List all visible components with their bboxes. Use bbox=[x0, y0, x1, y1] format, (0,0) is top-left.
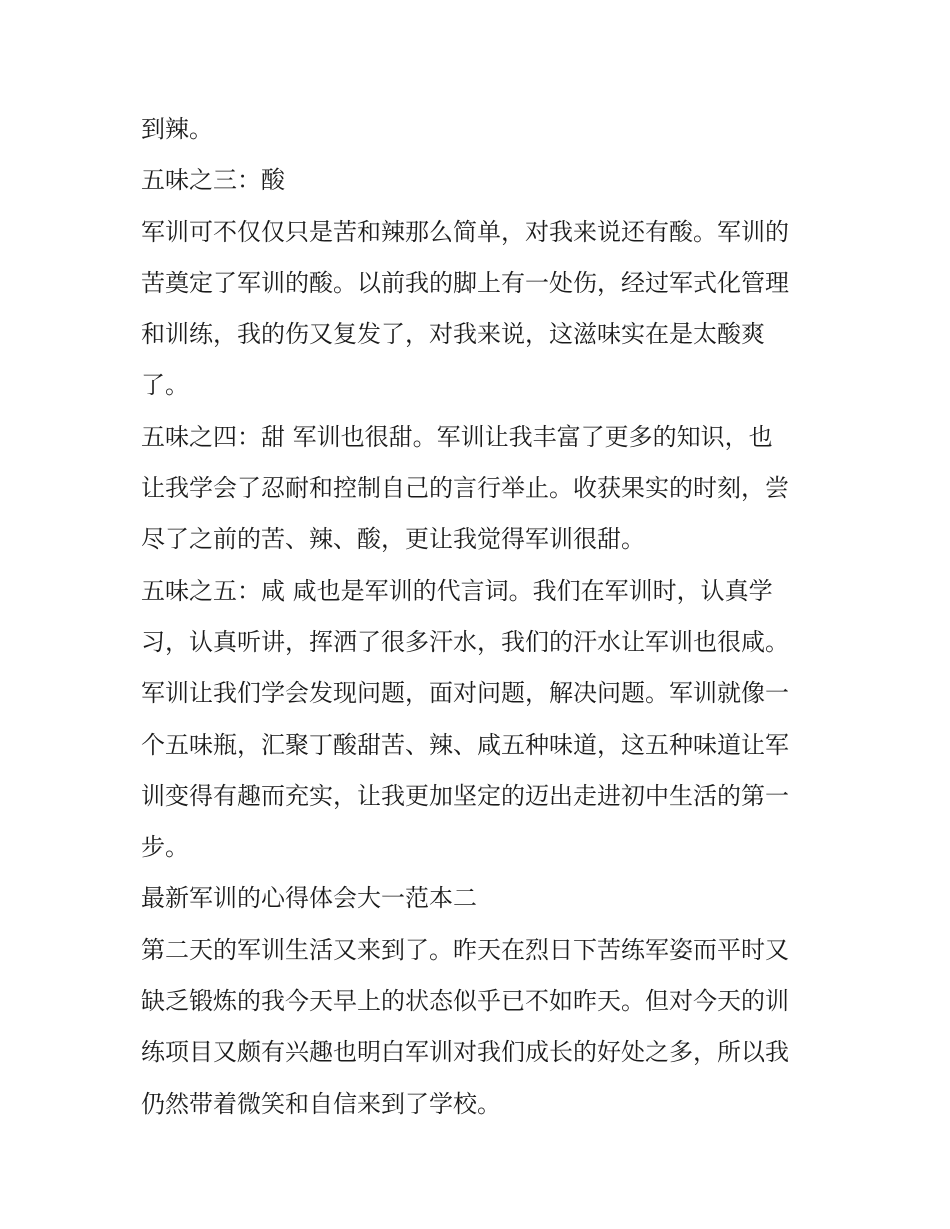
text-line: 尽了之前的苦、辣、酸，更让我觉得军训很甜。 bbox=[141, 525, 645, 554]
text-line: 个五味瓶，汇聚丁酸甜苦、辣、咸五种味道，这五种味道让军 bbox=[141, 730, 789, 759]
text-line: 练项目又颇有兴趣也明白军训对我们成长的好处之多，所以我 bbox=[141, 1038, 789, 1067]
text-line: 五味之四：甜 军训也很甜。军训让我丰富了更多的知识，也 bbox=[141, 422, 773, 451]
text-line: 到辣。 bbox=[141, 115, 213, 143]
text-line: 习，认真听讲，挥洒了很多汗水，我们的汗水让军训也很咸。 bbox=[141, 627, 789, 656]
text-line: 军训让我们学会发现问题，面对问题，解决问题。军训就像一 bbox=[141, 679, 789, 708]
text-line: 缺乏锻炼的我今天早上的状态似乎已不如昨天。但对今天的训 bbox=[141, 987, 789, 1016]
text-line: 了。 bbox=[141, 371, 189, 400]
document-body bbox=[141, 108, 813, 1134]
text-line: 和训练，我的伤又复发了，对我来说，这滋味实在是太酸爽 bbox=[141, 320, 765, 349]
text-line: 步。 bbox=[141, 833, 189, 862]
text-line: 军训可不仅仅只是苦和辣那么简单，对我来说还有酸。军训的 bbox=[141, 217, 789, 246]
section-heading: 五味之三：酸 bbox=[141, 166, 285, 195]
text-line: 第二天的军训生活又来到了。昨天在烈日下苦练军姿而平时又 bbox=[141, 935, 789, 964]
text-line: 让我学会了忍耐和控制自己的言行举止。收获果实的时刻，尝 bbox=[141, 474, 789, 503]
text-line: 仍然带着微笑和自信来到了学校。 bbox=[141, 1089, 501, 1118]
text-line: 五味之五：咸 咸也是军训的代言词。我们在军训时，认真学 bbox=[141, 576, 773, 605]
section-heading: 最新军训的心得体会大一范本二 bbox=[141, 884, 477, 913]
text-line: 训变得有趣而充实，让我更加坚定的迈出走进初中生活的第一 bbox=[141, 781, 789, 810]
text-line: 苦奠定了军训的酸。以前我的脚上有一处伤，经过军式化管理 bbox=[141, 268, 789, 297]
